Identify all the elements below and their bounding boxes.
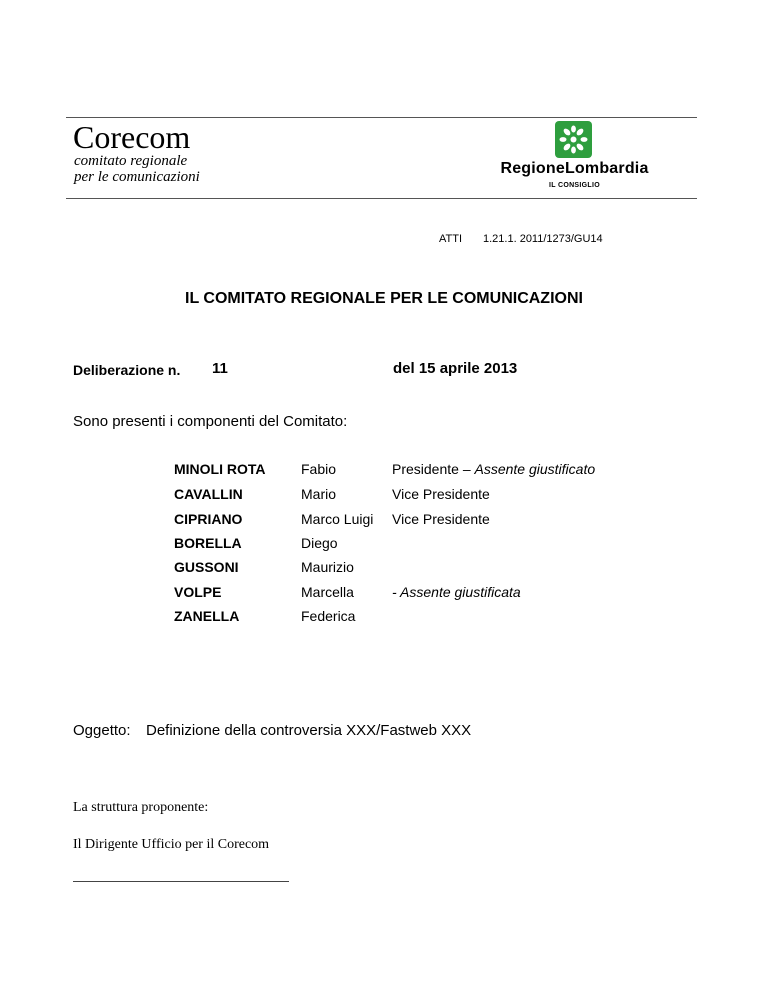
member-note: Assente giustificato xyxy=(474,461,596,477)
rosa-camuna-icon xyxy=(555,121,592,158)
member-note: - Assente giustificata xyxy=(392,584,521,600)
member-role xyxy=(392,461,595,477)
member-first-name: Fabio xyxy=(301,461,337,477)
subject-label: Oggetto: xyxy=(73,722,131,739)
corecom-subtitle-line2: per le comunicazioni xyxy=(74,169,200,185)
logo-subtitle: IL CONSIGLIO xyxy=(549,182,600,189)
page-title: IL COMITATO REGIONALE PER LE COMUNICAZIONI xyxy=(185,290,583,307)
proposer-line2: Il Dirigente Ufficio per il Corecom xyxy=(73,837,270,852)
member-last-name: ZANELLA xyxy=(174,608,240,624)
top-rule xyxy=(66,117,697,118)
regione-lombardia-logo xyxy=(493,120,663,195)
member-role-text: Vice Presidente xyxy=(392,486,490,502)
member-last-name: BORELLA xyxy=(174,535,242,551)
subject-text: Definizione della controversia XXX/Fastweb XXX xyxy=(146,722,472,739)
deliberation-date: del 15 aprile 2013 xyxy=(393,360,518,377)
signature-line xyxy=(73,881,289,882)
logo-name: RegioneLombardia xyxy=(500,160,649,177)
member-last-name: VOLPE xyxy=(174,584,222,600)
deliberation-label: Deliberazione n. xyxy=(73,362,181,378)
corecom-title: Corecom xyxy=(73,119,191,155)
member-role-text: Vice Presidente xyxy=(392,511,490,527)
member-last-name: MINOLI ROTA xyxy=(174,461,266,477)
member-role xyxy=(392,584,521,600)
deliberation-number: 11 xyxy=(212,360,228,377)
member-first-name: Federica xyxy=(301,608,356,624)
member-first-name: Marcella xyxy=(301,584,354,600)
atti-code: 1.21.1. 2011/1273/GU14 xyxy=(483,233,603,245)
member-last-name: CAVALLIN xyxy=(174,486,243,502)
member-first-name: Maurizio xyxy=(301,559,354,575)
member-role-text: Presidente – xyxy=(392,461,475,477)
member-role xyxy=(392,511,490,527)
header-bottom-rule xyxy=(66,198,697,199)
member-first-name: Diego xyxy=(301,535,338,551)
atti-label: ATTI xyxy=(439,233,463,245)
present-intro: Sono presenti i componenti del Comitato: xyxy=(73,413,348,430)
corecom-subtitle-line1: comitato regionale xyxy=(74,153,188,169)
member-first-name: Marco Luigi xyxy=(301,511,374,527)
member-last-name: CIPRIANO xyxy=(174,511,243,527)
member-last-name: GUSSONI xyxy=(174,559,239,575)
member-first-name: Mario xyxy=(301,486,337,502)
proposer-line1: La struttura proponente: xyxy=(73,800,209,815)
member-role xyxy=(392,486,490,502)
